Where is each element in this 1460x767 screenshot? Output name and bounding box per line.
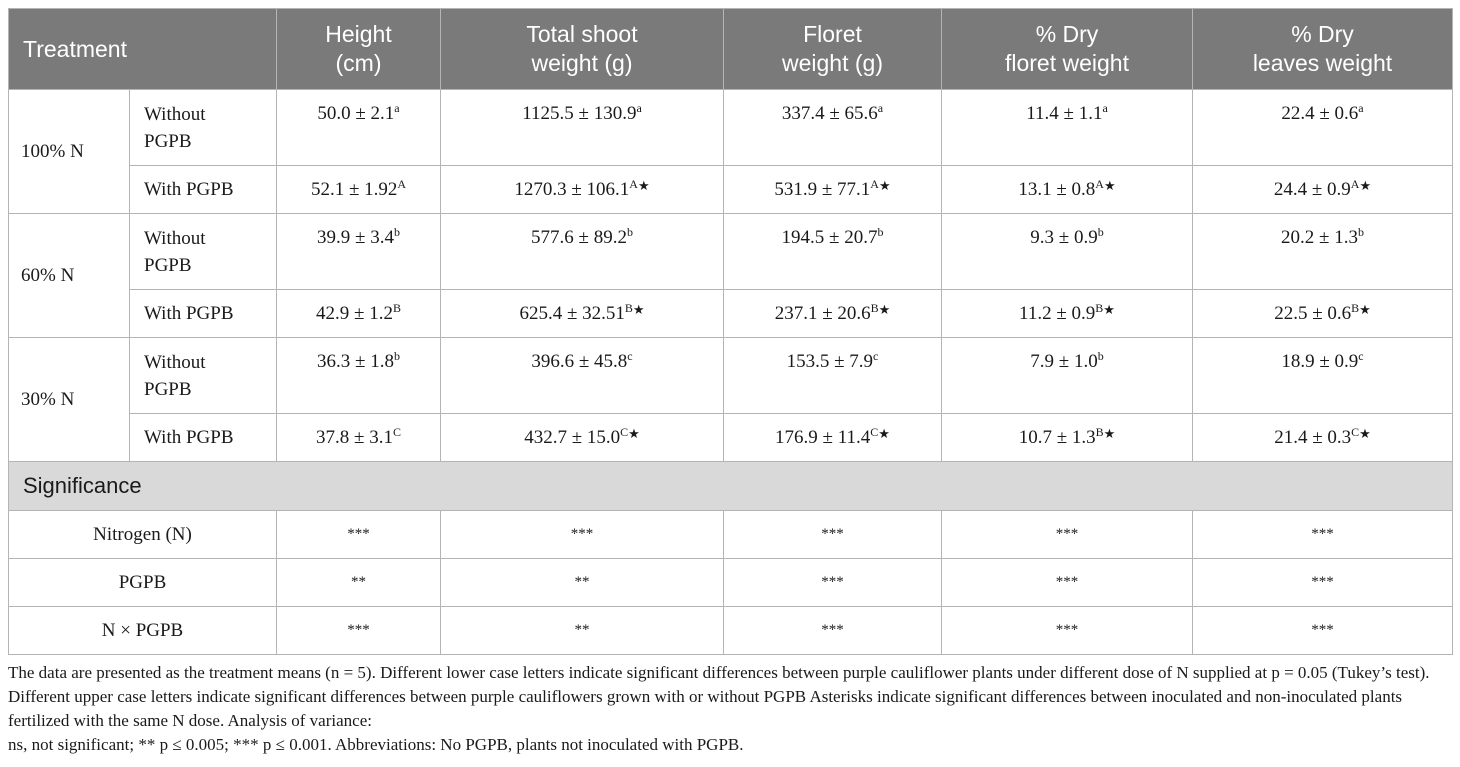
significance-letter: a <box>394 101 400 115</box>
nitrogen-dose-label: 60% N <box>9 214 130 338</box>
value-cell <box>1193 214 1453 290</box>
asterisk-marker: ★ <box>1359 177 1372 193</box>
significance-value: ** <box>277 559 441 607</box>
inoculation-label: With PGPB <box>130 290 277 338</box>
significance-row <box>9 511 1453 559</box>
total-shoot-weight-header: Total shoot weight (g) <box>441 9 724 90</box>
value-cell <box>724 338 942 414</box>
value-cell <box>724 166 942 214</box>
nitrogen-dose-label: 30% N <box>9 338 130 462</box>
mean-value: 176.9 ± 11.4 <box>775 426 871 448</box>
value-cell <box>942 166 1193 214</box>
inoculation-label: Without PGPB <box>130 214 277 290</box>
significance-letter: B <box>624 300 633 315</box>
significance-letter: c <box>873 349 879 363</box>
mean-value: 20.2 ± 1.3 <box>1281 227 1358 248</box>
value-cell <box>942 90 1193 166</box>
asterisk-marker: ★ <box>1103 301 1115 317</box>
significance-letter: B <box>1095 424 1104 439</box>
mean-value: 7.9 ± 1.0 <box>1030 351 1098 372</box>
asterisk-marker: ★ <box>1359 425 1371 441</box>
inoculation-label: With PGPB <box>130 414 277 462</box>
significance-value: *** <box>441 511 724 559</box>
mean-value: 22.4 ± 0.6 <box>1281 103 1359 124</box>
asterisk-marker: ★ <box>1103 425 1116 441</box>
height-header: Height (cm) <box>277 9 441 90</box>
significance-letter: b <box>1097 349 1104 363</box>
value-cell <box>1193 290 1453 338</box>
value-cell <box>724 90 942 166</box>
value-cell <box>441 290 724 338</box>
significance-value: *** <box>724 511 942 559</box>
significance-letter: b <box>877 225 884 239</box>
mean-value: 24.4 ± 0.9 <box>1273 178 1351 200</box>
significance-letter: c <box>627 349 633 363</box>
table-row <box>9 414 1453 462</box>
mean-value: 37.8 ± 3.1 <box>316 426 393 448</box>
value-cell <box>1193 166 1453 214</box>
significance-title: Significance <box>9 462 1453 511</box>
value-cell <box>441 414 724 462</box>
value-cell <box>441 214 724 290</box>
value-cell <box>277 338 441 414</box>
table-row <box>9 166 1453 214</box>
footnote-abbreviations: ns, not significant; ** p ≤ 0.005; *** p ≤ 0.001. Abbreviations: No PGPB, plants not inoculated with PGPB. <box>8 735 744 754</box>
significance-letter: c <box>1358 349 1364 363</box>
inoculation-label: Without PGPB <box>130 338 277 414</box>
table-row <box>9 290 1453 338</box>
significance-row <box>9 607 1453 655</box>
mean-value: 36.3 ± 1.8 <box>317 351 394 372</box>
significance-value: *** <box>942 511 1193 559</box>
results-table <box>8 8 1453 655</box>
mean-value: 1125.5 ± 130.9 <box>522 103 637 124</box>
value-cell <box>942 214 1193 290</box>
value-cell <box>1193 338 1453 414</box>
table-body <box>9 90 1453 655</box>
significance-value: *** <box>724 559 942 607</box>
significance-letter: B <box>1351 300 1360 315</box>
asterisk-marker: ★ <box>632 301 645 317</box>
mean-value: 21.4 ± 0.3 <box>1274 426 1352 448</box>
value-cell <box>724 214 942 290</box>
footnote-paragraph: The data are presented as the treatment means (n = 5). Different lower case letters indicate significant differences between purple cauliflower plants under different dose of N supplied at p = 0.05 (Tukey’s test). Different upper case letters indicate significant differences between purple cauliflowers grown with or without PGPB Asterisks indicate significant differences between inoculated and non-inoculated plants fertilized with the same N dose. Analysis of variance: <box>8 663 1430 730</box>
significance-letter: C <box>870 424 879 439</box>
value-cell <box>441 338 724 414</box>
asterisk-marker: ★ <box>878 425 890 441</box>
significance-header-row <box>9 462 1453 511</box>
table-row <box>9 338 1453 414</box>
mean-value: 10.7 ± 1.3 <box>1018 426 1096 448</box>
significance-letter: b <box>626 225 633 239</box>
significance-value: *** <box>277 511 441 559</box>
significance-value: ** <box>441 559 724 607</box>
dry-leaves-weight-header: % Dry leaves weight <box>1193 9 1453 90</box>
value-cell <box>942 414 1193 462</box>
asterisk-marker: ★ <box>637 177 650 193</box>
asterisk-marker: ★ <box>628 425 640 441</box>
mean-value: 18.9 ± 0.9 <box>1281 351 1359 372</box>
mean-value: 39.9 ± 3.4 <box>317 227 394 248</box>
treatment-header: Treatment <box>9 9 277 90</box>
nitrogen-dose-label: 100% N <box>9 90 130 214</box>
value-cell <box>1193 414 1453 462</box>
significance-letter: C <box>1351 424 1360 439</box>
mean-value: 50.0 ± 2.1 <box>317 103 395 124</box>
significance-letter: C <box>392 424 401 439</box>
significance-letter: b <box>1097 225 1104 239</box>
significance-value: *** <box>942 607 1193 655</box>
value-cell <box>441 166 724 214</box>
mean-value: 22.5 ± 0.6 <box>1274 302 1352 324</box>
value-cell <box>724 414 942 462</box>
mean-value: 1270.3 ± 106.1 <box>514 178 630 200</box>
inoculation-label: With PGPB <box>130 166 277 214</box>
table-row <box>9 90 1453 166</box>
significance-letter: a <box>636 101 642 115</box>
mean-value: 432.7 ± 15.0 <box>524 426 621 448</box>
value-cell <box>1193 90 1453 166</box>
dry-floret-weight-header: % Dry floret weight <box>942 9 1193 90</box>
mean-value: 11.2 ± 0.9 <box>1019 302 1096 324</box>
table-row <box>9 214 1453 290</box>
mean-value: 337.4 ± 65.6 <box>781 103 878 124</box>
asterisk-marker: ★ <box>1359 301 1371 317</box>
significance-letter: A <box>1350 176 1360 191</box>
significance-letter: A <box>1095 176 1104 191</box>
significance-letter: A <box>870 176 879 191</box>
factor-label: PGPB <box>9 559 277 607</box>
significance-letter: b <box>1357 225 1364 239</box>
mean-value: 153.5 ± 7.9 <box>786 351 874 372</box>
significance-letter: a <box>1358 101 1364 115</box>
results-table-container <box>8 8 1452 757</box>
asterisk-marker: ★ <box>1103 177 1116 193</box>
significance-letter: B <box>870 300 879 315</box>
mean-value: 13.1 ± 0.8 <box>1018 178 1096 200</box>
significance-letter: A <box>629 176 638 191</box>
significance-letter: C <box>620 424 629 439</box>
significance-value: *** <box>277 607 441 655</box>
mean-value: 237.1 ± 20.6 <box>774 302 871 324</box>
factor-label: Nitrogen (N) <box>9 511 277 559</box>
mean-value: 396.6 ± 45.8 <box>531 351 628 372</box>
value-cell <box>942 290 1193 338</box>
significance-letter: B <box>1095 300 1104 315</box>
value-cell <box>277 414 441 462</box>
significance-value: *** <box>942 559 1193 607</box>
value-cell <box>277 90 441 166</box>
mean-value: 42.9 ± 1.2 <box>316 302 393 324</box>
mean-value: 625.4 ± 32.51 <box>519 302 625 324</box>
mean-value: 531.9 ± 77.1 <box>774 178 871 200</box>
table-header-row <box>9 9 1453 90</box>
significance-value: *** <box>1193 511 1453 559</box>
inoculation-label: Without PGPB <box>130 90 277 166</box>
significance-value: *** <box>1193 559 1453 607</box>
mean-value: 11.4 ± 1.1 <box>1026 103 1103 124</box>
value-cell <box>277 214 441 290</box>
significance-letter: b <box>393 349 400 363</box>
mean-value: 9.3 ± 0.9 <box>1030 227 1098 248</box>
significance-value: ** <box>441 607 724 655</box>
value-cell <box>441 90 724 166</box>
significance-value: *** <box>724 607 942 655</box>
asterisk-marker: ★ <box>878 301 891 317</box>
floret-weight-header: Floret weight (g) <box>724 9 942 90</box>
value-cell <box>277 166 441 214</box>
mean-value: 577.6 ± 89.2 <box>531 227 627 248</box>
significance-letter: a <box>1102 101 1108 115</box>
value-cell <box>942 338 1193 414</box>
significance-value: *** <box>1193 607 1453 655</box>
value-cell <box>724 290 942 338</box>
table-footnotes <box>8 661 1452 757</box>
significance-letter: a <box>877 101 884 115</box>
mean-value: 52.1 ± 1.92 <box>310 178 398 200</box>
significance-row <box>9 559 1453 607</box>
significance-letter: A <box>397 176 407 191</box>
mean-value: 194.5 ± 20.7 <box>781 227 878 248</box>
significance-letter: B <box>392 300 401 315</box>
significance-letter: b <box>393 225 400 239</box>
factor-label: N × PGPB <box>9 607 277 655</box>
asterisk-marker: ★ <box>878 177 891 193</box>
value-cell <box>277 290 441 338</box>
